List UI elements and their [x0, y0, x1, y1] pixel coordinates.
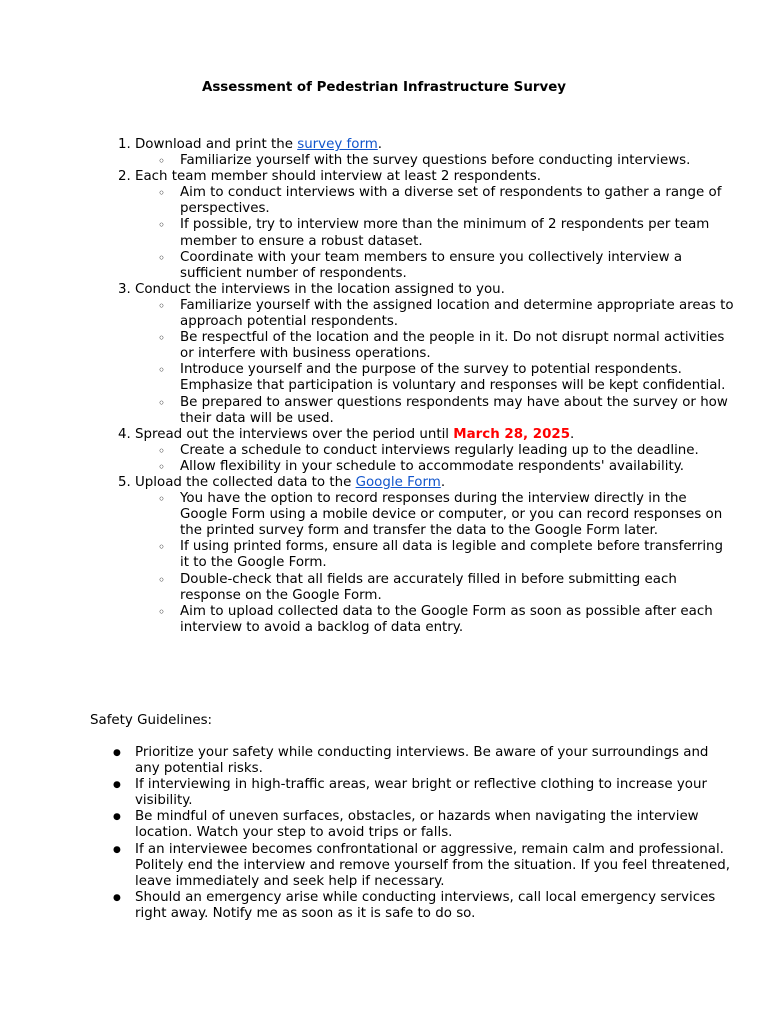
sub-item: ◦ Introduce yourself and the purpose of the survey to potential respondents. Emphasize that participation is voluntary and responses will be kept confidential.	[180, 362, 735, 394]
sub-item: ◦ Aim to upload collected data to the Google Form as soon as possible after each interview to avoid a backlog of data entry.	[180, 604, 735, 636]
google-form-link[interactable]: Google Form	[355, 474, 441, 490]
safety-item: ● If an interviewee becomes confrontational or aggressive, remain calm and professional. Politely end the interview and remove yourself from the situation. If you feel threatened, leave immediately and seek help if necessary.	[135, 842, 735, 890]
sub-item: ◦ Familiarize yourself with the survey questions before conducting interviews.	[180, 153, 735, 169]
sub-item: ◦ Familiarize yourself with the assigned location and determine appropriate areas to approach potential respondents.	[180, 298, 735, 330]
sub-item: ◦ Be respectful of the location and the people in it. Do not disrupt normal activities or interfere with business operations.	[180, 330, 735, 362]
step-1	[135, 137, 735, 169]
deadline-date: March 28, 2025	[453, 426, 571, 442]
instruction-steps	[90, 137, 735, 636]
sub-item: ◦ If using printed forms, ensure all data is legible and complete before transferring it to the Google Form.	[180, 539, 735, 571]
step-2	[135, 169, 735, 282]
step-5-text-pre: Upload the collected data to the	[135, 474, 356, 490]
sub-item: ◦ Aim to conduct interviews with a diverse set of respondents to gather a range of perspectives.	[180, 185, 735, 217]
safety-guidelines-list	[90, 745, 735, 922]
step-4	[135, 427, 735, 475]
step-5	[135, 475, 735, 636]
safety-item: ● Should an emergency arise while conducting interviews, call local emergency services right away. Notify me as soon as it is safe to do so.	[135, 890, 735, 922]
sub-item: ◦ Double-check that all fields are accurately filled in before submitting each response on the Google Form.	[180, 572, 735, 604]
step-4-text-pre: Spread out the interviews over the period until	[135, 426, 454, 442]
step-1-subitems	[135, 153, 735, 169]
document-title: Assessment of Pedestrian Infrastructure Survey	[201, 80, 567, 95]
step-3-text: Conduct the interviews in the location assigned to you.	[135, 281, 505, 297]
step-4-subitems	[135, 443, 735, 475]
step-4-text-post: .	[570, 426, 575, 442]
step-2-subitems	[135, 185, 735, 282]
sub-item: ◦ Allow flexibility in your schedule to accommodate respondents' availability.	[180, 459, 735, 475]
step-3	[135, 282, 735, 427]
step-2-text: Each team member should interview at least 2 respondents.	[135, 169, 541, 185]
sub-item: ◦ Be prepared to answer questions respondents may have about the survey or how their data will be used.	[180, 395, 735, 427]
safety-item: ● Prioritize your safety while conducting interviews. Be aware of your surroundings and any potential risks.	[135, 745, 735, 777]
step-1-text-post: .	[377, 137, 383, 152]
sub-item: ◦ Create a schedule to conduct interviews regularly leading up to the deadline.	[180, 443, 735, 459]
step-5-subitems	[135, 491, 735, 636]
safety-item: ● If interviewing in high-traffic areas, wear bright or reflective clothing to increase your visibility.	[135, 777, 735, 809]
sub-item: ◦ Coordinate with your team members to ensure you collectively interview a sufficient number of respondents.	[180, 250, 735, 282]
safety-guidelines-heading: Safety Guidelines:	[90, 713, 213, 728]
step-1-text-pre: Download and print the	[135, 137, 298, 152]
sub-item: ◦ If possible, try to interview more than the minimum of 2 respondents per team member to ensure a robust dataset.	[180, 217, 735, 249]
sub-item: ◦ You have the option to record responses during the interview directly in the Google Form using a mobile device or computer, or you can record responses on the printed survey form and transfer the data to the Google Form later.	[180, 491, 735, 539]
survey-form-link[interactable]: survey form	[297, 137, 378, 152]
step-3-subitems	[135, 298, 735, 427]
step-5-text-post: .	[440, 474, 446, 490]
safety-item: ● Be mindful of uneven surfaces, obstacles, or hazards when navigating the interview location. Watch your step to avoid trips or falls.	[135, 809, 735, 841]
